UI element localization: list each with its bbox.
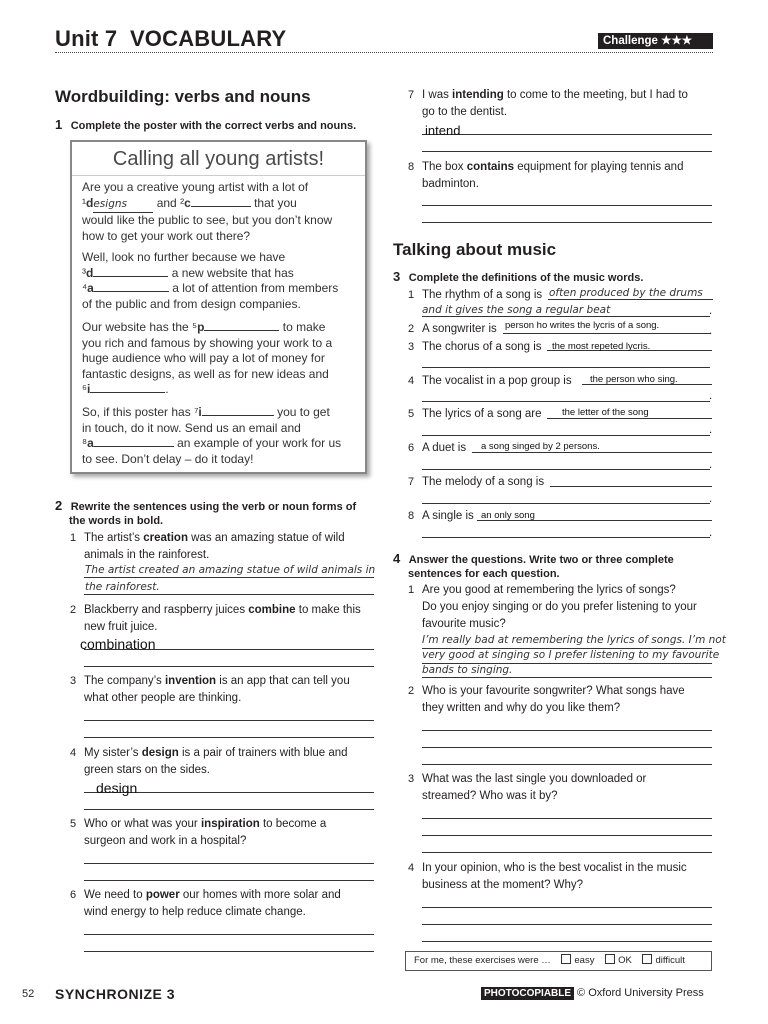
exercise-2-item-4-cont: green stars on the sides.	[84, 764, 210, 776]
poster-paragraph-2: Well, look no further because we have ³d a new website that has ⁴a a lot of attention from members of the public and from design companies.	[82, 250, 339, 311]
handwritten-answer: bands to singing.	[422, 664, 513, 676]
difficult-checkbox[interactable]	[642, 954, 652, 964]
exercise-2-item-7: 7 I was intending to come to the meeting, but I had to	[408, 89, 688, 101]
period: .	[709, 424, 713, 436]
challenge-badge: Challenge ★★★	[598, 33, 713, 49]
period: .	[709, 459, 713, 471]
handwritten-answer: the rainforest.	[85, 581, 160, 593]
exercise-2-item-6-cont: wind energy to help reduce climate change.	[84, 906, 306, 918]
blank-2[interactable]	[191, 206, 251, 207]
blank-7[interactable]	[202, 415, 274, 416]
handwritten-answer: very good at singing so I prefer listening to my favourite	[422, 649, 720, 661]
answer-line[interactable]	[84, 666, 374, 667]
definition-item-4: 4 The vocalist in a pop group is	[408, 375, 572, 387]
answer-line[interactable]	[422, 503, 710, 504]
typed-answer: person ho writes the lycris of a song.	[505, 320, 660, 331]
exercise-2-item-6: 6 We need to power our homes with more solar and	[70, 889, 341, 901]
answer-line[interactable]	[550, 486, 712, 487]
answer-line[interactable]	[422, 537, 710, 538]
exercise-2-item-4: 4 My sister’s design is a pair of trainers with blue and	[70, 747, 348, 759]
answer-line[interactable]	[422, 316, 710, 317]
section-heading-wordbuilding: Wordbuilding: verbs and nouns	[55, 87, 311, 106]
answer-line[interactable]	[422, 367, 710, 368]
definition-item-8: 8 A single is	[408, 510, 474, 522]
exercise-2-item-5-cont: surgeon and work in a hospital?	[84, 835, 247, 847]
question-1: 1 Are you good at remembering the lyrics of songs?	[408, 584, 676, 596]
definition-item-3: 3 The chorus of a song is	[408, 341, 542, 353]
question-2: 2 Who is your favourite songwriter? What songs have	[408, 685, 685, 697]
period: .	[709, 527, 713, 539]
period: .	[709, 305, 713, 317]
exercise-2-item-7-cont: go to the dentist.	[422, 106, 508, 118]
answer-line[interactable]	[503, 333, 710, 334]
poster-paragraph-3: Our website has the ⁵p to make you rich and famous by showing your work to a huge audience who will pay a lot of money for fantastic designs, as well as for new ideas and ⁶i .	[82, 320, 333, 396]
poster-paragraph-4: So, if this poster has ⁷i you to get in touch, do it now. Send us an email and ⁸a an example of your work for us to see. Don’t delay – do it today!	[82, 405, 342, 466]
header-divider	[55, 52, 713, 53]
feedback-box: For me, these exercises were … easy OK difficult	[405, 951, 712, 971]
question-3: 3 What was the last single you downloaded or	[408, 773, 647, 785]
answer-line[interactable]	[422, 907, 712, 908]
page-number: 52	[22, 988, 35, 1000]
blank-5[interactable]	[204, 330, 279, 331]
question-1-cont2: favourite music?	[422, 618, 506, 630]
typed-answer: the most repeted lycris.	[552, 341, 651, 352]
answer-line[interactable]	[84, 863, 374, 864]
answer-line[interactable]	[422, 401, 710, 402]
typed-answer: the person who sing.	[590, 374, 678, 385]
question-1-cont: Do you enjoy singing or do you prefer listening to your	[422, 601, 697, 613]
exercise-2-item-2: 2 Blackberry and raspberry juices combine to make this	[70, 604, 361, 616]
unit-number: Unit 7	[55, 26, 118, 51]
unit-topic: VOCABULARY	[129, 26, 287, 51]
question-2-cont: they written and why do you like them?	[422, 702, 621, 714]
exercise-2-item-5: 5 Who or what was your inspiration to become a	[70, 818, 327, 830]
photocopiable-badge: PHOTOCOPIABLE	[481, 987, 574, 1000]
exercise-4-instruction-cont: sentences for each question.	[408, 568, 560, 580]
answer-line[interactable]	[84, 934, 374, 935]
exercise-2-item-1: 1 The artist’s creation was an amazing statue of wild	[70, 532, 345, 544]
period: .	[709, 493, 713, 505]
copyright: PHOTOCOPIABLE © Oxford University Press	[481, 987, 704, 999]
answer-line[interactable]	[472, 452, 712, 453]
blank-3[interactable]	[93, 276, 168, 277]
exercise-2-instruction-cont: the words in bold.	[69, 515, 164, 527]
answer-line[interactable]	[547, 418, 712, 419]
answer-line[interactable]	[84, 809, 374, 810]
answer-line[interactable]	[422, 764, 712, 765]
question-4: 4 In your opinion, who is the best vocalist in the music	[408, 862, 687, 874]
easy-checkbox[interactable]	[561, 954, 571, 964]
definition-item-1: 1 The rhythm of a song is	[408, 289, 543, 301]
blank-6[interactable]	[90, 392, 165, 393]
answer-line[interactable]	[84, 720, 374, 721]
answer-line[interactable]	[548, 299, 713, 300]
answer-line[interactable]	[84, 880, 374, 881]
answer-line[interactable]	[422, 151, 712, 152]
definition-item-2: 2 A songwriter is	[408, 323, 497, 335]
answer-line[interactable]	[422, 924, 712, 925]
answer-line[interactable]	[422, 852, 712, 853]
handwritten-answer: I’m really bad at remembering the lyrics of songs. I’m not	[422, 634, 726, 646]
exercise-2-item-1-cont: animals in the rainforest.	[84, 549, 210, 561]
exercise-2-item-8-cont: badminton.	[422, 178, 479, 190]
feedback-label: For me, these exercises were …	[414, 955, 551, 966]
answer-line[interactable]	[422, 818, 712, 819]
typed-answer: intend	[425, 123, 461, 138]
exercise-2-item-2-cont: new fruit juice.	[84, 621, 158, 633]
answer-line[interactable]	[422, 730, 712, 731]
handwritten-answer: and it gives the song a regular beat	[422, 304, 611, 316]
exercise-2-item-3: 3 The company’s invention is an app that can tell you	[70, 675, 350, 687]
answer-line[interactable]	[422, 469, 710, 470]
handwritten-answer: often produced by the drums	[549, 287, 703, 299]
instruction-text: Complete the poster with the correct verbs and nouns.	[70, 120, 357, 132]
exercise-2-item-8: 8 The box contains equipment for playing tennis and	[408, 161, 684, 173]
answer-line[interactable]	[84, 951, 374, 952]
definition-item-5: 5 The lyrics of a song are	[408, 408, 542, 420]
answer-line[interactable]	[84, 594, 374, 595]
ok-checkbox[interactable]	[605, 954, 615, 964]
section-heading-music: Talking about music	[393, 240, 557, 259]
exercise-2-item-3-cont: what other people are thinking.	[84, 692, 242, 704]
blank-8[interactable]	[94, 446, 174, 447]
typed-answer: combination	[80, 636, 156, 652]
exercise-2-instruction: 2 Rewrite the sentences using the verb or noun forms of	[55, 498, 357, 513]
exercise-number: 1	[55, 117, 63, 132]
handwritten-answer: The artist created an amazing statue of wild animals in	[85, 564, 376, 576]
answer-line[interactable]	[84, 737, 374, 738]
answer-line[interactable]	[84, 577, 374, 578]
period: .	[709, 325, 713, 337]
answer-line[interactable]	[422, 747, 712, 748]
definition-item-6: 6 A duet is	[408, 442, 467, 454]
answer-line[interactable]	[422, 222, 712, 223]
typed-answer: a song singed by 2 persons.	[481, 441, 600, 452]
brand-logo: SYNCHRONIZE 3	[55, 986, 176, 1002]
exercise-4-instruction: 4 Answer the questions. Write two or three complete	[393, 551, 674, 566]
answer-line[interactable]	[422, 835, 712, 836]
exercise-1-instruction	[55, 116, 356, 134]
poster-paragraph-1: Are you a creative young artist with a lot of ¹designs and ²c that you would like the public to see, but you don’t know how to get your work out there?	[82, 180, 333, 243]
blank-4[interactable]	[94, 291, 169, 292]
answer-line[interactable]	[422, 134, 712, 135]
answer-line[interactable]	[422, 677, 712, 678]
question-4-cont: business at the moment? Why?	[422, 879, 584, 891]
blank-1[interactable]: esigns	[93, 196, 153, 214]
definition-item-7: 7 The melody of a song is	[408, 476, 545, 488]
answer-line[interactable]	[422, 205, 712, 206]
typed-answer: an only song	[481, 510, 535, 521]
question-3-cont: streamed? Who was it by?	[422, 790, 558, 802]
poster	[70, 140, 367, 474]
typed-answer: the letter of the song	[562, 407, 649, 418]
answer-line[interactable]	[422, 941, 712, 942]
poster-title: Calling all young artists!	[72, 148, 365, 176]
exercise-3-instruction: 3 Complete the definitions of the music words.	[393, 269, 644, 284]
answer-line[interactable]	[422, 435, 710, 436]
page-title	[55, 26, 286, 52]
typed-answer: design	[96, 780, 138, 796]
period: .	[709, 390, 713, 402]
